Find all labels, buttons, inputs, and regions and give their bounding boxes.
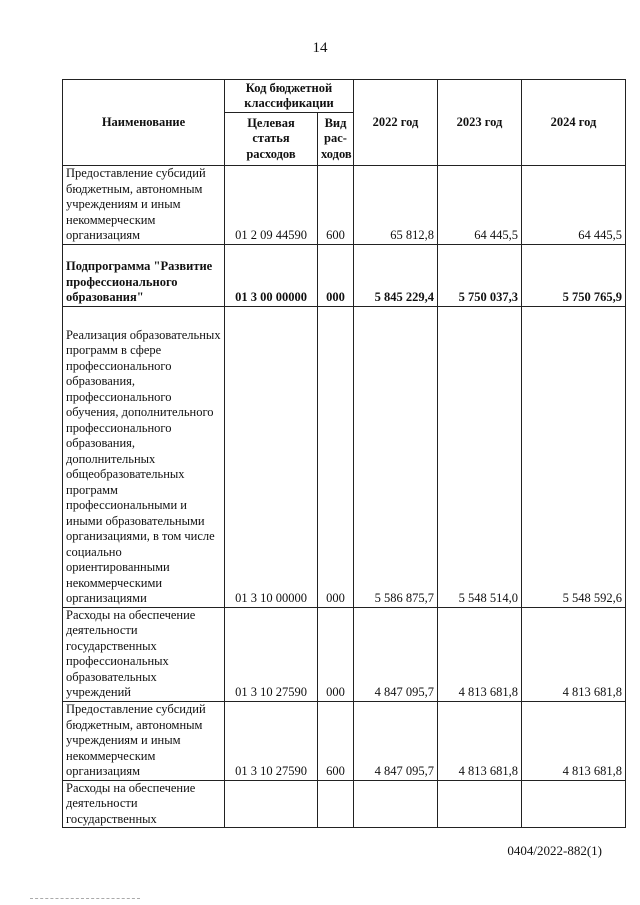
document-code: 0404/2022-882(1) [507, 843, 602, 858]
table-row [63, 607, 626, 701]
table-row [63, 166, 626, 245]
row-kind-code: 600 [318, 701, 354, 780]
row-name-text: Подпрограмма "Развитие профессионального образования" [66, 259, 213, 304]
row-target-code: 01 3 10 27590 [225, 607, 318, 701]
row-name [63, 166, 225, 245]
page-number: 14 [312, 40, 328, 56]
row-value-2022 [354, 780, 438, 828]
row-name [63, 306, 225, 607]
row-value-2024: 4 813 681,8 [522, 607, 626, 701]
row-name-text: Расходы на обеспечение деятельности государственных профессиональных образовательных учреждений [66, 607, 196, 699]
row-value-2022: 5 845 229,4 [354, 244, 438, 306]
row-value-2024: 5 548 592,6 [522, 306, 626, 607]
row-name [63, 701, 225, 780]
row-name [63, 607, 225, 701]
row-target-code [225, 780, 318, 828]
row-target-code: 01 2 09 44590 [225, 166, 318, 245]
row-value-2024 [522, 780, 626, 828]
row-name [63, 244, 225, 306]
table-row [63, 780, 626, 828]
row-target-code: 01 3 00 00000 [225, 244, 318, 306]
row-name-text: Реализация образовательных программ в сфере профессионального образования, профессионального обучения, дополнительного профессионального образования, дополнительных общеобразовательных программ профессиональными и иными образовательными организациями, в том числе социально ориентированными некоммерческими организациями [66, 327, 221, 605]
row-value-2022: 5 586 875,7 [354, 306, 438, 607]
row-value-2023: 4 813 681,8 [438, 607, 522, 701]
header-name: Наименование [63, 80, 225, 166]
table-row [63, 244, 626, 306]
row-kind-code: 000 [318, 306, 354, 607]
row-name-text: Предоставление субсидий бюджетным, автономным учреждениям и иным некоммерческим организациям [66, 702, 206, 778]
table-row [63, 306, 626, 607]
header-2024: 2024 год [522, 80, 626, 166]
row-target-code: 01 3 10 27590 [225, 701, 318, 780]
row-value-2022: 4 847 095,7 [354, 607, 438, 701]
header-target-article: Целевая статья расходов [225, 113, 318, 166]
row-kind-code: 600 [318, 166, 354, 245]
row-value-2024: 4 813 681,8 [522, 701, 626, 780]
row-value-2022: 4 847 095,7 [354, 701, 438, 780]
row-value-2023 [438, 780, 522, 828]
header-expense-kind: Вид рас-ходов [318, 113, 354, 166]
row-name [63, 780, 225, 828]
row-value-2022: 65 812,8 [354, 166, 438, 245]
table-row [63, 701, 626, 780]
footer-divider [30, 898, 140, 899]
row-value-2023: 4 813 681,8 [438, 701, 522, 780]
row-value-2024: 5 750 765,9 [522, 244, 626, 306]
row-kind-code: 000 [318, 244, 354, 306]
header-2022: 2022 год [354, 80, 438, 166]
row-kind-code [318, 780, 354, 828]
row-value-2023: 64 445,5 [438, 166, 522, 245]
row-value-2023: 5 750 037,3 [438, 244, 522, 306]
header-code-group: Код бюджетной классификации [225, 80, 354, 113]
row-value-2024: 64 445,5 [522, 166, 626, 245]
row-target-code: 01 3 10 00000 [225, 306, 318, 607]
row-name-text: Расходы на обеспечение деятельности государственных [66, 780, 196, 826]
row-name-text: Предоставление субсидий бюджетным, автономным учреждениям и иным некоммерческим организациям [66, 166, 206, 242]
row-value-2023: 5 548 514,0 [438, 306, 522, 607]
budget-table [62, 79, 626, 828]
header-2023: 2023 год [438, 80, 522, 166]
row-kind-code: 000 [318, 607, 354, 701]
